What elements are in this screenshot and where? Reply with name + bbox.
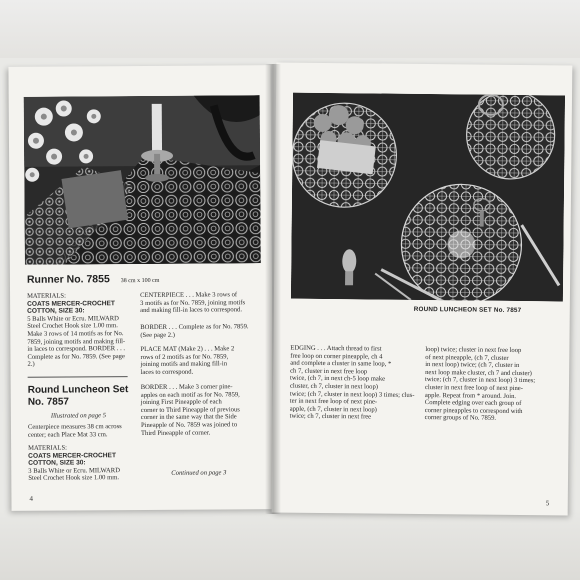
border2-text bbox=[141, 383, 240, 437]
edging-line: and complete a cluster in same loop, * bbox=[290, 359, 392, 368]
edging-line: of next pineapple, (ch 7, cluster bbox=[425, 353, 509, 362]
edging-line: apple. Repeat from * around. Join. bbox=[424, 391, 517, 400]
materials-line: Steel Crochet Hook size 1.00 mm. bbox=[27, 322, 118, 331]
edging-line: next loop make cluster, ch 7 and cluster) bbox=[425, 368, 532, 377]
edging-line: cluster in next free loop of next pine- bbox=[424, 384, 523, 393]
measure-line: center; each Place Mat 33 cm. bbox=[27, 430, 108, 439]
edging-line: corner pineapples to correspond with bbox=[424, 406, 523, 415]
edging-line: twice; (ch 7, cluster in next loop) 3 times; clus- bbox=[289, 390, 415, 399]
page-number: 4 bbox=[29, 494, 33, 503]
luncheon-title bbox=[28, 384, 129, 409]
runner-title-text: Runner No. 7855 bbox=[26, 273, 110, 286]
runner-size: 38 cm x 100 cm bbox=[120, 277, 160, 285]
centerpiece-line: and making fill-in laces to correspond. bbox=[140, 306, 242, 315]
placemat-text bbox=[140, 345, 234, 376]
border2-line: corner to Third Pineapple of previous bbox=[140, 406, 240, 414]
runner-title bbox=[27, 273, 160, 286]
border-text bbox=[140, 323, 248, 339]
edging-column-1 bbox=[290, 345, 415, 422]
materials-line: 7859, joining motifs and making fill- bbox=[27, 337, 126, 346]
book-gutter bbox=[265, 64, 281, 514]
materials2-line: COTTON, SIZE 30: bbox=[28, 459, 86, 467]
materials-line: Complete as for No. 7859. (See page bbox=[27, 352, 125, 361]
materials2-line: MATERIALS: bbox=[28, 444, 67, 452]
runner-photo bbox=[24, 95, 261, 265]
edging-line: ch 7, cluster in next free loop bbox=[290, 367, 368, 376]
edging-line: twice; ch 7, cluster in next free bbox=[289, 412, 372, 421]
background-wall bbox=[0, 0, 580, 58]
centerpiece-line: CENTERPIECE . . . Make 3 rows of bbox=[140, 291, 238, 300]
edging-column-2 bbox=[425, 346, 536, 423]
materials-line: COATS MERCER-CROCHET bbox=[27, 299, 115, 308]
materials-line: in laces to correspond. BORDER . . . bbox=[27, 345, 126, 353]
border2-line: corner in the same way that the Side bbox=[140, 413, 237, 422]
left-page bbox=[8, 65, 273, 511]
border-line: BORDER . . . Complete as for No. 7859. bbox=[140, 323, 249, 332]
centerpiece-text bbox=[140, 291, 245, 315]
right-page bbox=[272, 62, 573, 515]
border2-line: Third Pineapple of corner. bbox=[140, 429, 211, 437]
illustrated-note: Illustrated on page 5 bbox=[50, 412, 107, 420]
photo-caption: ROUND LUNCHEON SET No. 7857 bbox=[413, 305, 522, 315]
edging-line: ter in next free loop of next pine- bbox=[289, 397, 378, 406]
placemat-line: rows of 2 motifs as for No. 7859, bbox=[140, 352, 229, 361]
measure-line: Centerpiece measures 38 cm across bbox=[27, 423, 122, 431]
runner-photo-graphic bbox=[24, 95, 261, 265]
materials-line: Make 3 rows of 14 motifs as for No. bbox=[27, 330, 124, 338]
placemat-line: joining motifs and making fill-in bbox=[140, 360, 228, 369]
border-line: (See page 2.) bbox=[140, 331, 175, 339]
edging-line: free loop on corner pineapple, ch 4 bbox=[290, 352, 383, 361]
border2-line: apples on each motif as for No. 7859, bbox=[140, 390, 240, 399]
continued-note: Continued on page 3 bbox=[171, 469, 227, 477]
section-divider bbox=[28, 376, 128, 378]
border2-line: Pineapple of No. 7859 was joined to bbox=[140, 421, 238, 429]
page-number: 5 bbox=[545, 499, 550, 508]
luncheon-title-line: Round Luncheon Set bbox=[27, 384, 129, 396]
edging-line: corner groups of No. 7859. bbox=[424, 414, 497, 423]
placemat-line: PLACE MAT (Make 2) . . . Make 2 bbox=[140, 345, 235, 354]
edging-line: twice; (ch 7, cluster in next loop) 3 times; bbox=[425, 376, 536, 385]
materials2-line: COATS MERCER-CROCHET bbox=[28, 451, 116, 460]
edging-line: apple, (ch 7, cluster in next loop) bbox=[289, 405, 377, 414]
luncheon-set-photo bbox=[291, 93, 565, 302]
edging-line: twice, (ch 7, in next ch-5 loop make bbox=[290, 374, 386, 383]
materials-line: MATERIALS: bbox=[27, 292, 66, 300]
edging-line: EDGING . . . Attach thread to first bbox=[290, 344, 382, 353]
background-table bbox=[0, 510, 580, 580]
runner-materials bbox=[27, 292, 125, 369]
materials-line: 2.) bbox=[27, 361, 35, 369]
edging-line: cluster, ch 7, cluster in next loop) bbox=[289, 382, 379, 391]
border2-line: joining First Pineapple of each bbox=[140, 398, 222, 407]
edging-line: in next loop) twice; (ch 7, cluster in bbox=[425, 361, 520, 370]
luncheon-number: No. 7857 bbox=[27, 396, 69, 408]
materials-line: COTTON, SIZE 30: bbox=[27, 307, 85, 315]
materials2-line: Steel Crochet Hook size 1.00 mm. bbox=[28, 474, 120, 483]
luncheon-measure bbox=[28, 423, 122, 439]
border2-line: BORDER . . . Make 3 corner pine- bbox=[140, 383, 233, 392]
luncheon-materials bbox=[28, 444, 120, 483]
materials2-line: 3 Balls White or Ecru. MILWARD bbox=[28, 466, 120, 475]
placemat-line: laces to correspond. bbox=[140, 368, 194, 376]
centerpiece-line: 3 motifs as for No. 7859, joining motifs bbox=[140, 298, 246, 307]
edging-line: Complete edging over each group of bbox=[424, 399, 522, 408]
materials-line: 5 Balls White or Ecru. MILWARD bbox=[27, 314, 119, 323]
luncheon-set-graphic bbox=[291, 93, 565, 302]
edging-line: loop) twice; cluster in next free loop bbox=[425, 346, 522, 355]
